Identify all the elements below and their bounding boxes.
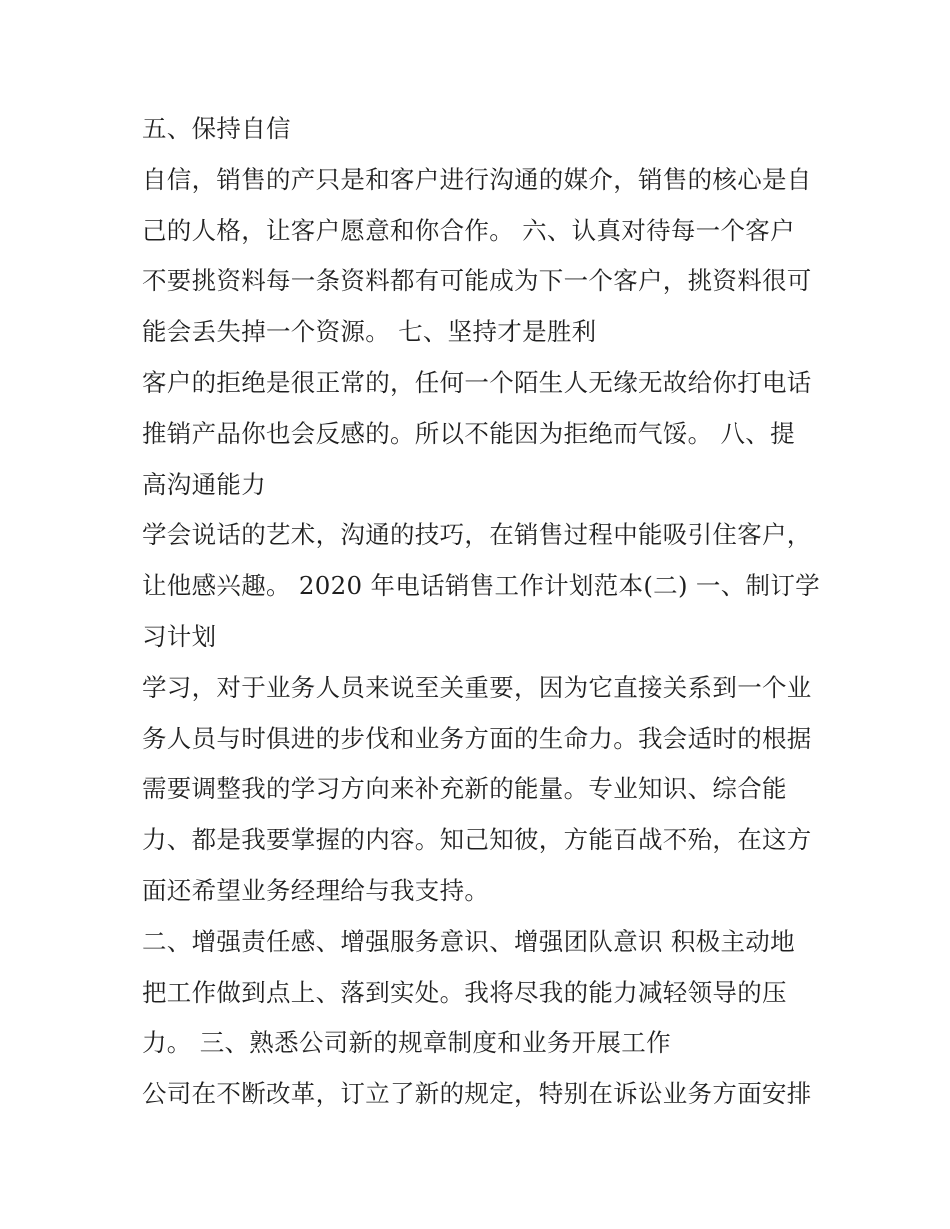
text-line: 公司在不断改革，订立了新的规定，特别在诉讼业务方面安排	[142, 1079, 812, 1109]
text-line: 五、保持自信	[142, 114, 291, 143]
text-line: 学习，对于业务人员来说至关重要，因为它直接关系到一个业	[142, 672, 812, 702]
text-line: 把工作做到点上、落到实处。我将尽我的能力减轻领导的压	[142, 977, 787, 1007]
text-line: 务人员与时俱进的步伐和业务方面的生命力。我会适时的根据	[142, 723, 812, 753]
text-line: 力。 三、熟悉公司新的规章制度和业务开展工作	[142, 1028, 671, 1058]
text-line: 推销产品你也会反感的。所以不能因为拒绝而气馁。 八、提	[142, 418, 795, 448]
text-line: 习计划	[142, 621, 217, 651]
text-line: 需要调整我的学习方向来补充新的能量。专业知识、综合能	[142, 774, 787, 804]
document-body	[142, 108, 822, 1124]
text-line: 客户的拒绝是很正常的，任何一个陌生人无缘无故给你打电话	[142, 367, 812, 397]
text-line: 力、都是我要掌握的内容。知己知彼，方能百战不殆，在这方	[142, 825, 812, 855]
text-line: 学会说话的艺术，沟通的技巧，在销售过程中能吸引住客户，	[142, 520, 812, 550]
text-line: 自信，销售的产只是和客户进行沟通的媒介，销售的核心是自	[142, 164, 812, 194]
text-line: 能会丢失掉一个资源。 七、坚持才是胜利	[142, 317, 597, 347]
text-line: 让他感兴趣。 2020 年电话销售工作计划范本(二) 一、制订学	[142, 571, 820, 601]
text-line: 面还希望业务经理给与我支持。	[142, 875, 490, 905]
text-line: 不要挑资料每一条资料都有可能成为下一个客户，挑资料很可	[142, 266, 812, 296]
text-line: 二、增强责任感、增强服务意识、增强团队意识 积极主动地	[142, 926, 795, 956]
text-line: 己的人格，让客户愿意和你合作。 六、认真对待每一个客户	[142, 215, 795, 245]
text-line: 高沟通能力	[142, 469, 266, 499]
